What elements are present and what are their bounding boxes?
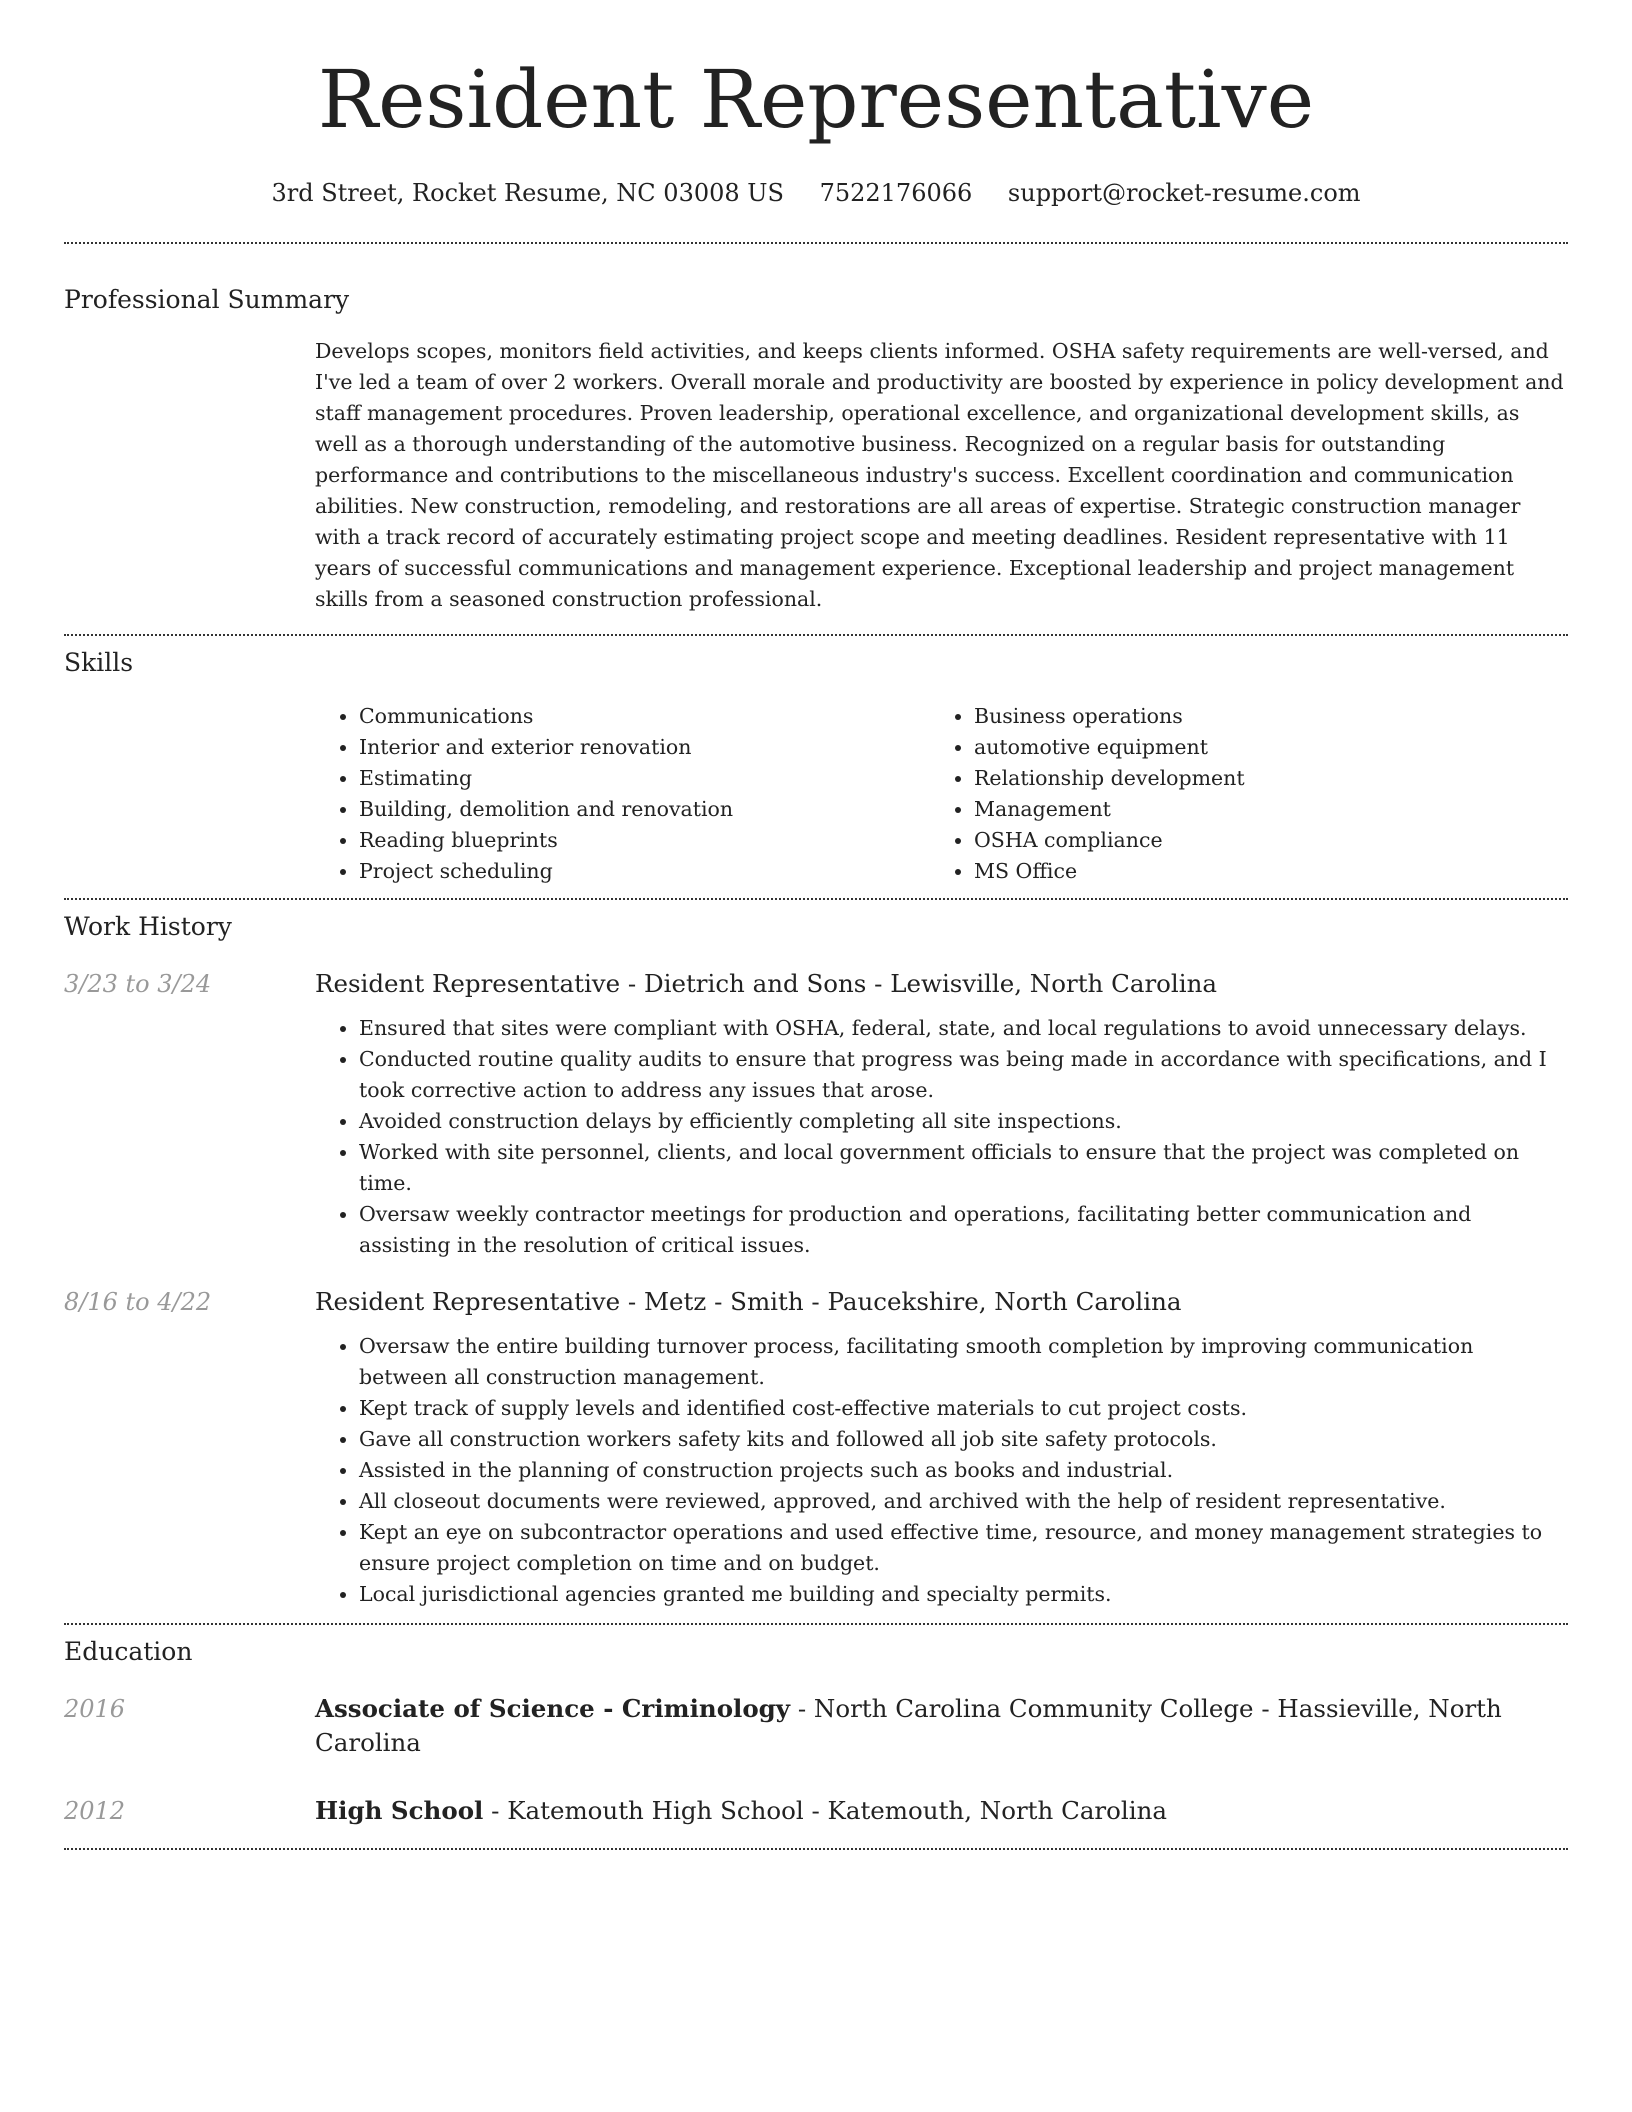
section-divider: [64, 1848, 1568, 1850]
skill-item: • OSHA compliance: [974, 825, 1545, 856]
skill-item: • Relationship development: [974, 763, 1545, 794]
skills-list-left: [315, 701, 930, 887]
education-school: - North Carolina Community College - Hassieville, North Carolina: [315, 1694, 1502, 1757]
job-bullet: • Gave all construction workers safety kits and followed all job site safety protocols.: [359, 1424, 1568, 1455]
skill-item: • Project scheduling: [359, 856, 930, 887]
job-entry: [64, 967, 1568, 1261]
skills-title: Skills: [64, 648, 134, 677]
job-bullet: • Kept an eye on subcontractor operations and used effective time, resource, and money management strategies to ensure project completion on time and on budget.: [359, 1517, 1568, 1579]
skill-item: • MS Office: [974, 856, 1545, 887]
education-degree: Associate of Science - Criminology: [315, 1694, 791, 1723]
education-entry: [64, 1692, 1568, 1760]
skills-section: [64, 647, 1568, 887]
job-dates: 8/16 to 4/22: [64, 1288, 212, 1316]
summary-section: [64, 284, 1568, 615]
job-heading: Resident Representative - Metz - Smith - Paucekshire, North Carolina: [315, 1287, 1182, 1316]
skill-item: • Building, demolition and renovation: [359, 794, 930, 825]
work-section: [64, 911, 1568, 1610]
job-bullet: • Oversaw weekly contractor meetings for production and operations, facilitating better communication and assisting in the resolution of critical issues.: [359, 1199, 1568, 1261]
job-bullet: • All closeout documents were reviewed, approved, and archived with the help of resident representative.: [359, 1486, 1568, 1517]
job-bullet: • Kept track of supply levels and identified cost-effective materials to cut project costs.: [359, 1393, 1568, 1424]
education-section: [64, 1636, 1568, 1828]
section-divider: [64, 242, 1568, 244]
job-bullets: [315, 1331, 1568, 1610]
job-dates: 3/23 to 3/24: [64, 970, 212, 998]
education-details: [315, 1794, 1568, 1828]
job-bullet: • Ensured that sites were compliant with OSHA, federal, state, and local regulations to avoid unnecessary delays.: [359, 1013, 1568, 1044]
skill-item: • Management: [974, 794, 1545, 825]
job-bullets: [315, 1013, 1568, 1261]
skills-list-right: [930, 701, 1545, 887]
work-title: Work History: [64, 912, 232, 941]
education-title: Education: [64, 1637, 193, 1666]
contact-phone: 7522176066: [819, 179, 973, 207]
job-bullet: • Local jurisdictional agencies granted me building and specialty permits.: [359, 1579, 1568, 1610]
job-bullet: • Worked with site personnel, clients, and local government officials to ensure that the project was completed on time.: [359, 1137, 1568, 1199]
contact-line: [64, 178, 1568, 208]
section-divider: [64, 1623, 1568, 1625]
summary-title: Professional Summary: [64, 285, 350, 314]
job-details: [315, 967, 1568, 1261]
resume-header: [64, 0, 1568, 208]
skill-item: • Communications: [359, 701, 930, 732]
skill-item: • Reading blueprints: [359, 825, 930, 856]
job-bullet: • Oversaw the entire building turnover process, facilitating smooth completion by improving communication between all construction management.: [359, 1331, 1568, 1393]
job-bullet: • Assisted in the planning of construction projects such as books and industrial.: [359, 1455, 1568, 1486]
job-heading: Resident Representative - Dietrich and Sons - Lewisville, North Carolina: [315, 969, 1217, 998]
section-divider: [64, 634, 1568, 636]
contact-email: support@rocket-resume.com: [1007, 179, 1361, 207]
education-entry: [64, 1794, 1568, 1828]
skill-item: • Estimating: [359, 763, 930, 794]
job-details: [315, 1285, 1568, 1610]
contact-address: 3rd Street, Rocket Resume, NC 03008 US: [271, 179, 784, 207]
summary-text: Develops scopes, monitors field activities, and keeps clients informed. OSHA safety requirements are well-versed, and I've led a team of over 2 workers. Overall morale and productivity are boosted by experience in policy development and staff management procedures. Proven leadership, operational excellence, and organizational development skills, as well as a thorough understanding of the automotive business. Recognized on a regular basis for outstanding performance and contributions to the miscellaneous industry's success. Excellent coordination and communication abilities. New construction, remodeling, and restorations are all areas of expertise. Strategic construction manager with a track record of accurately estimating project scope and meeting deadlines. Resident representative with 11 years of successful communications and management experience. Exceptional leadership and project management skills from a seasoned construction professional.: [315, 339, 1564, 611]
job-bullet: • Conducted routine quality audits to ensure that progress was being made in accordance with specifications, and I took corrective action to address any issues that arose.: [359, 1044, 1568, 1106]
job-entry: [64, 1285, 1568, 1610]
resume-page: [64, 0, 1568, 1850]
skill-item: • Business operations: [974, 701, 1545, 732]
skill-item: • automotive equipment: [974, 732, 1545, 763]
job-bullet: • Avoided construction delays by efficiently completing all site inspections.: [359, 1106, 1568, 1137]
education-school: - Katemouth High School - Katemouth, North Carolina: [483, 1796, 1167, 1825]
education-details: [315, 1692, 1568, 1760]
education-year: 2016: [64, 1695, 126, 1723]
candidate-name: Resident Representative: [317, 53, 1315, 146]
skill-item: • Interior and exterior renovation: [359, 732, 930, 763]
section-divider: [64, 898, 1568, 900]
skills-columns: [315, 701, 1568, 887]
education-degree: High School: [315, 1796, 484, 1825]
education-year: 2012: [64, 1797, 126, 1825]
